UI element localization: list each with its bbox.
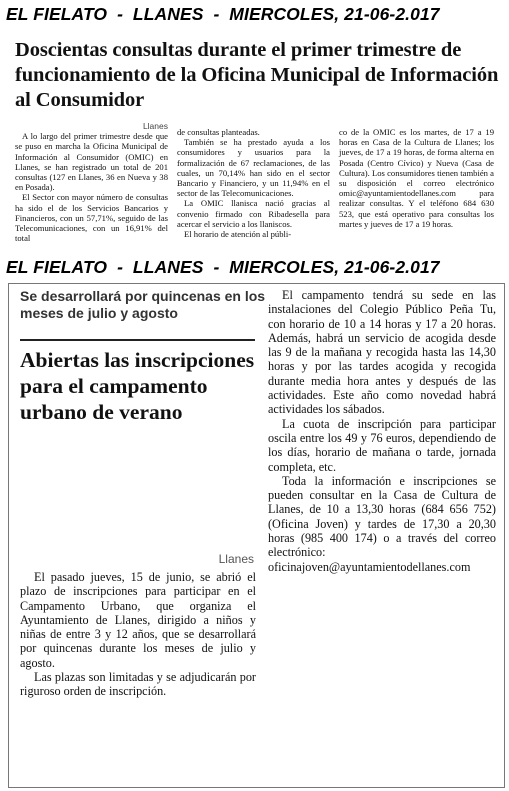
article1-place: Llanes: [142, 121, 168, 131]
newspaper-banner-top: EL FIELATO - LLANES - MIERCOLES, 21-06-2.017: [6, 4, 440, 24]
article2-col2-paragraph: La cuota de inscripción para participar oscila entre los 49 y 76 euros, dependiendo de los días, horario de mañana o tarde, jornada completa, etc.: [268, 416, 496, 474]
article2-headline: Abiertas las inscripciones para el campamento urbano de verano: [20, 348, 255, 424]
article2-column-1: [20, 570, 256, 699]
article1-col1-paragraph: El Sector con mayor número de consultas ha sido el de los Servicios Bancarios y Financieros, con un 57,71%, seguido de las Telecomunicaciones, con un 16,91% del total: [15, 192, 168, 244]
article1-headline: Doscientas consultas durante el primer trimestre de funcionamiento de la Oficina Municipal de Información al Consumidor: [15, 39, 499, 111]
article1-column-2: [177, 127, 330, 239]
article1-col2-paragraph: La OMIC llanisca nació gracias al convenio firmado con Ribadesella para acercar el servicio a los llaniscos.: [177, 198, 330, 229]
article1-col1-paragraph: A lo largo del primer trimestre desde que se puso en marcha la Oficina Municipal de Información al Consumidor (OMIC) en Llanes, se han registrado un total de 201 consultas (127 en Llanes, 36 en Nueva y 38 en Posada).: [15, 131, 168, 193]
article1-col2-paragraph: También se ha prestado ayuda a los consumidores y usuarios para la formalización de 67 reclamaciones, de las cuales, un 70,14% han sido en el sector Bancario y Financiero, y un 11,94% en el sector de las Telecomunicaciones.: [177, 137, 330, 199]
article1-col3-paragraph: co de la OMIC es los martes, de 17 a 19 horas en Casa de la Cultura de Llanes; los jueves, de 17 a 19 horas, de forma alterna en Posada (Centro Cívico) y Nueva (Casa de Cultura). Los consumidores tienen también a su disposición el correo electrónico omic@ayuntamientodellanes.com para realizar consultas. Y el teléfono 684 630 523, que está operativo para consultas los martes y jueves de 17 a 19 horas.: [339, 127, 494, 229]
article2-col1-paragraph: Las plazas son limitadas y se adjudicarán por riguroso orden de inscripción.: [20, 670, 256, 699]
article1-col2-paragraph: de consultas planteadas.: [177, 127, 260, 137]
article2-col2-paragraph: Toda la información e inscripciones se pueden consultar en la Casa de Cultura de Llanes, de 10 a 13,30 horas (684 656 752) (Oficina Joven) y tardes de 17,30 a 20,30 horas (985 400 174) o a través del correo electrónico: oficinajoven@ayuntamientodellanes.com: [268, 473, 496, 574]
article1-column-1: [15, 121, 168, 243]
article2-column-2: [268, 288, 496, 574]
article2-place: Llanes: [218, 552, 254, 566]
article2-divider: [20, 339, 255, 341]
article2-col2-paragraph: El campamento tendrá su sede en las instalaciones del Colegio Público Peña Tu, con horario de 10 a 14 horas y 17 a 20 horas. Además, habrá un servicio de acogida desde las 9 de la mañana y recogida hasta las 14,30 horas y por las tardes acogida y recogida durante media hora antes y después de las actividades. Este año como novedad habrá actividades los sábados.: [268, 288, 496, 417]
newspaper-banner-bottom: EL FIELATO - LLANES - MIERCOLES, 21-06-2.017: [6, 257, 440, 277]
article1-column-3: [339, 127, 494, 229]
article2-col1-paragraph: El pasado jueves, 15 de junio, se abrió el plazo de inscripciones para participar en el Campamento Urbano, que organiza el Ayuntamiento de Llanes, dirigido a niños y niñas de entre 3 y 12 años, que se desarrollará por quincenas durante los meses de julio y agosto.: [20, 570, 256, 670]
article1-col2-paragraph: El horario de atención al públi-: [184, 229, 292, 240]
article2-subtitle: Se desarrollará por quincenas en los meses de julio y agosto: [20, 288, 266, 321]
